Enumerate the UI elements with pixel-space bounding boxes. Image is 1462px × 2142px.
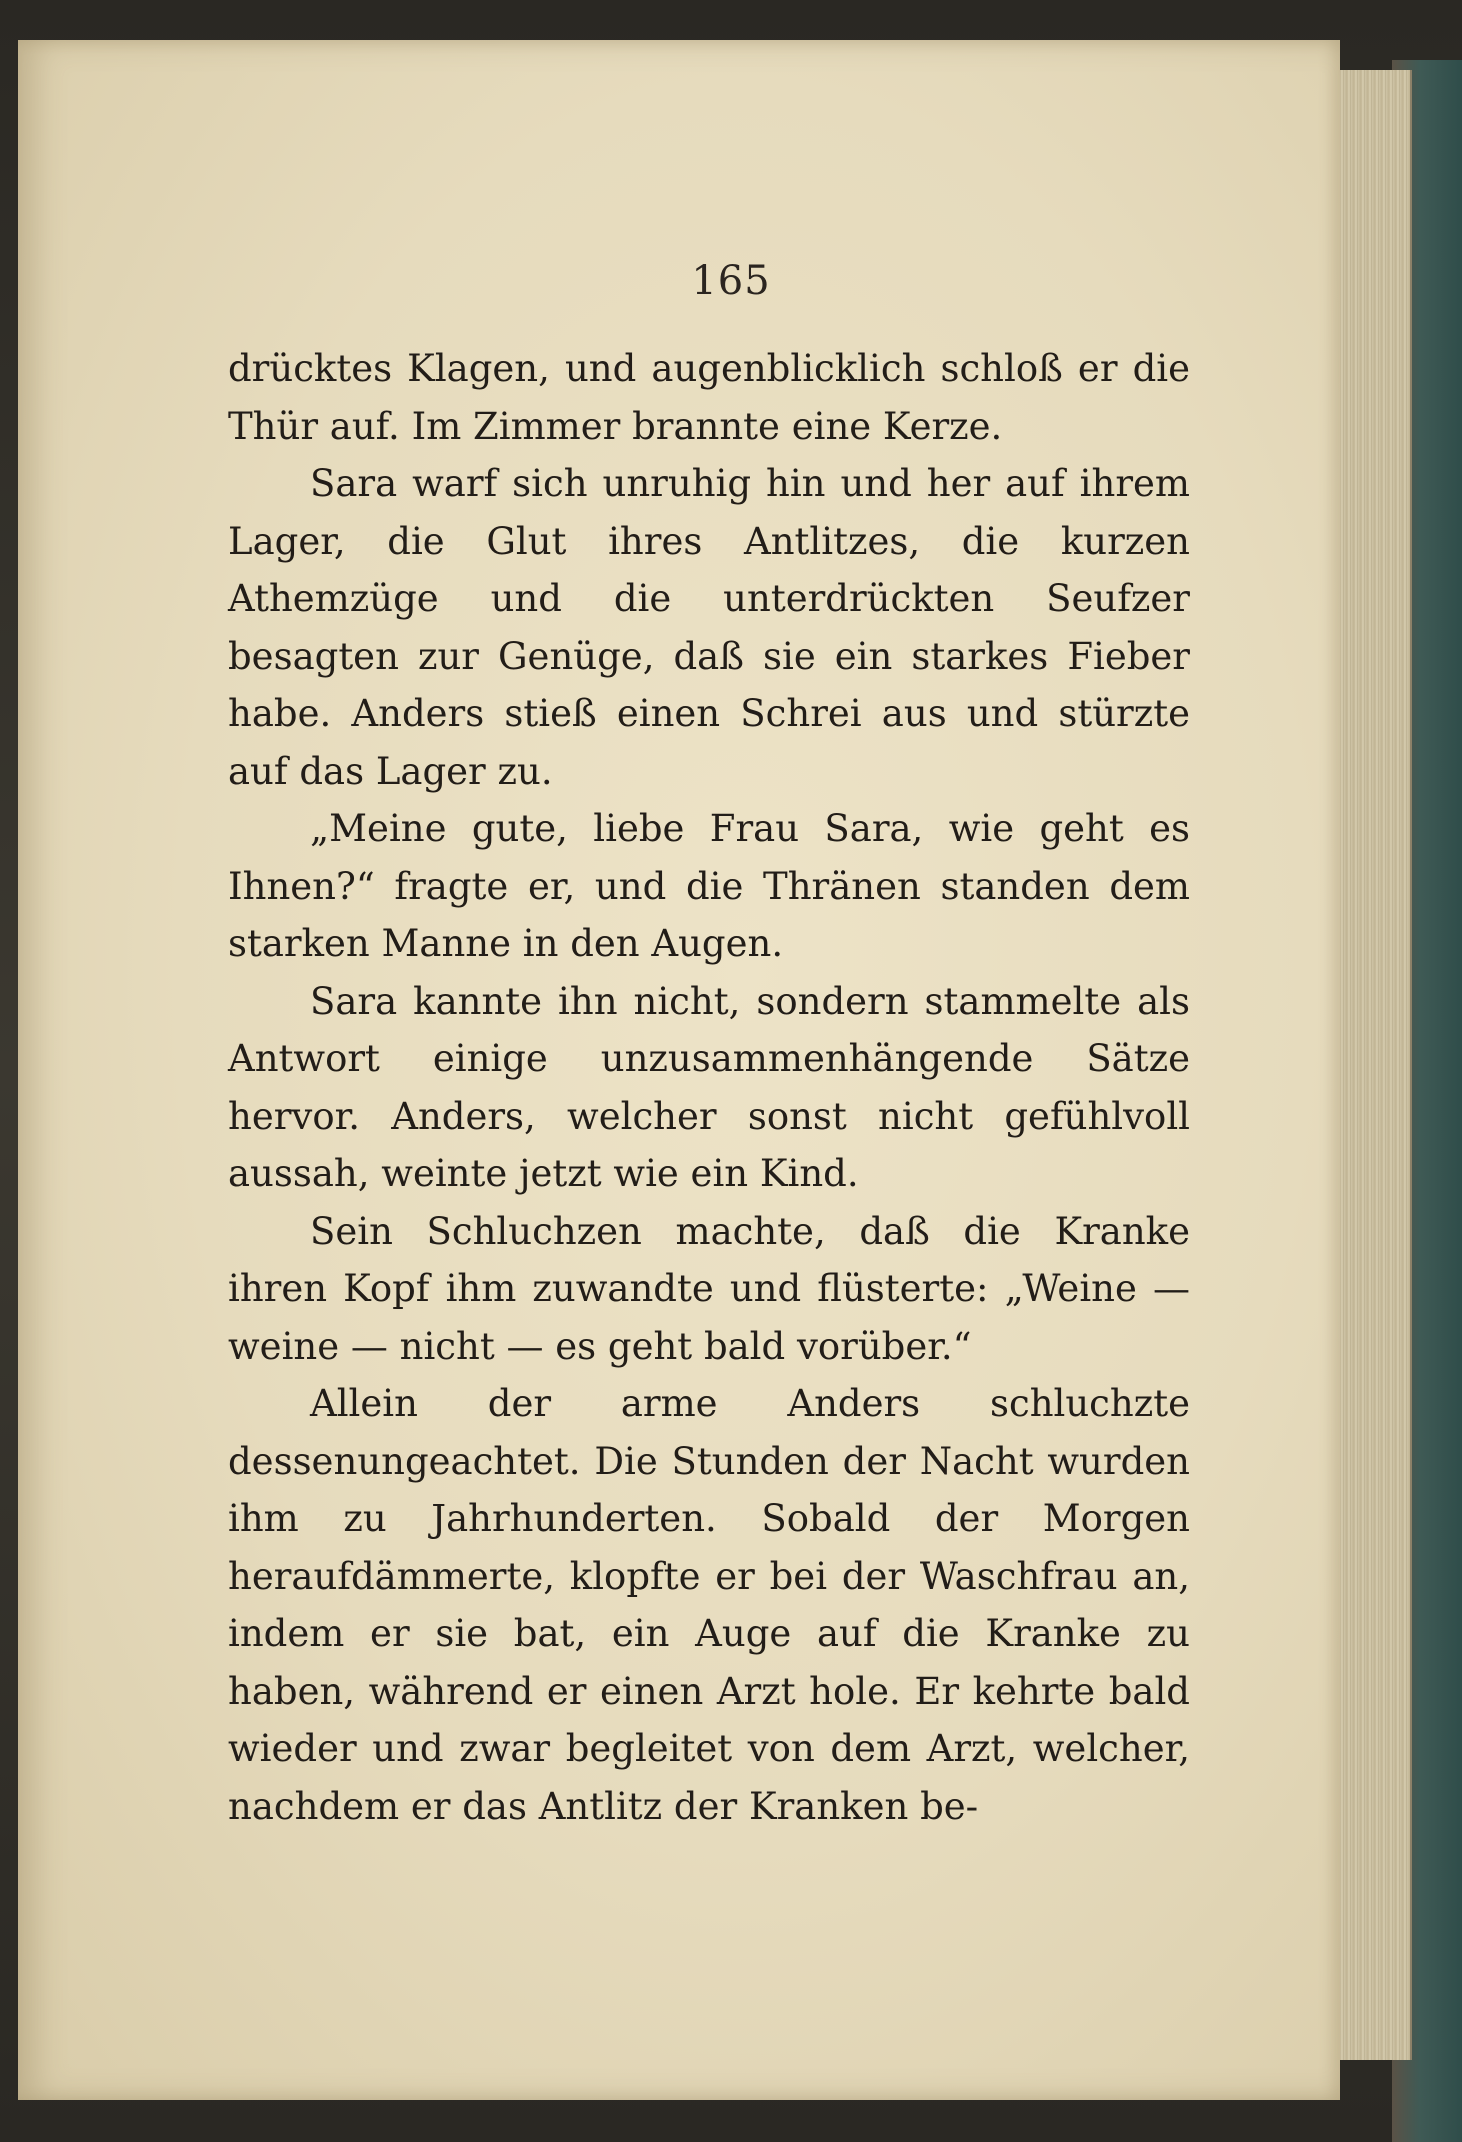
paragraph: Sara kannte ihn nicht, sondern stammelte als Antwort einige unzusammenhängende Sätze hervor. Anders, welcher sonst nicht gefühlvoll aussah, weinte jetzt wie ein Kind. [228, 979, 1190, 1195]
page-block-edges [1330, 70, 1412, 2060]
paragraph: Sara warf sich unruhig hin und her auf ihrem Lager, die Glut ihres Antlitzes, die kurzen Athemzüge und die unterdrückten Seufzer besagten zur Genüge, daß sie ein starkes Fieber habe. Anders stieß einen Schrei aus und stürzte auf das Lager zu. [228, 462, 1190, 793]
paragraph: Allein der arme Anders schluchzte dessenungeachtet. Die Stunden der Nacht wurden ihm zu Jahrhunderten. Sobald der Morgen heraufdämmerte, klopfte er bei der Waschfrau an, indem er sie bat, ein Auge auf die Kranke zu haben, während er einen Arzt hole. Er kehrte bald wieder und zwar begleitet von dem Arzt, welcher, nachdem er das Antlitz der Kranken be- [228, 1382, 1190, 1828]
page-text [228, 340, 1190, 1835]
page-number: 165 [691, 258, 771, 304]
paragraph: „Meine gute, liebe Frau Sara, wie geht es Ihnen?“ fragte er, und die Thränen standen dem starken Manne in den Augen. [228, 807, 1190, 965]
paragraph: Sein Schluchzen machte, daß die Kranke ihren Kopf ihm zuwandte und flüsterte: „Weine — weine — nicht — es geht bald vorüber.“ [228, 1209, 1190, 1368]
paragraph: drücktes Klagen, und augenblicklich schloß er die Thür auf. Im Zimmer brannte eine Kerze. [228, 347, 1190, 448]
